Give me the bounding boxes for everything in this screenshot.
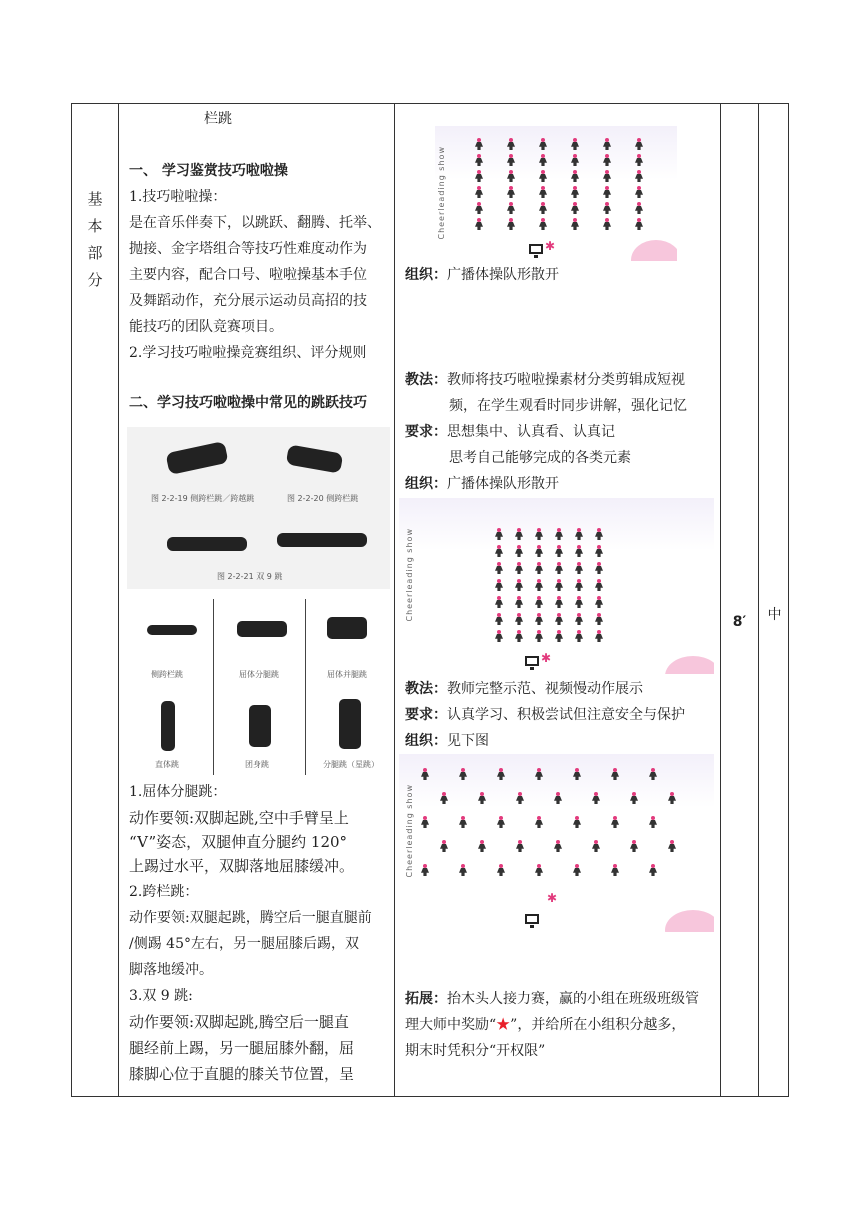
decor-circle [665, 910, 714, 932]
student-figure [421, 864, 429, 876]
student-figure [595, 579, 603, 591]
student-figure [495, 613, 503, 625]
heading-1: 一、 学习鉴赏技巧啦啦操 [129, 163, 288, 179]
jump3-line: 动作要领:双脚起跳,腾空后一腿直 [129, 1013, 349, 1031]
heading-2: 二、学习技巧啦啦操中常见的跳跃技巧 [129, 395, 367, 411]
student-figure [539, 218, 547, 230]
jump2-line: /侧踢 45°左右，另一腿屈膝后踢，双 [129, 936, 359, 952]
student-figure [649, 816, 657, 828]
student-figure [421, 816, 429, 828]
org3: 组织：见下图 [405, 733, 489, 749]
student-figure [478, 792, 486, 804]
student-figure [475, 138, 483, 150]
student-figure [507, 138, 515, 150]
jumper-figure [286, 444, 344, 473]
brand-watermark: Cheerleading show [405, 784, 414, 878]
jump1-line: 上踢过水平，双脚落地屈膝缓冲。 [129, 857, 355, 875]
student-figure [478, 840, 486, 852]
item1-line: 是在音乐伴奏下，以跳跃、翻腾、托举、 [129, 215, 381, 231]
student-figure [635, 154, 643, 166]
student-figure [575, 528, 583, 540]
teach2: 教法：教师完整示范、视频慢动作展示 [405, 681, 643, 697]
student-figure [507, 218, 515, 230]
student-figure [573, 768, 581, 780]
teacher-star-icon: ✱ [545, 239, 556, 253]
student-figure [535, 630, 543, 642]
req1: 要求：思想集中、认真看、认真记 [405, 424, 615, 440]
student-figure [571, 218, 579, 230]
student-figure [475, 186, 483, 198]
student-figure [635, 202, 643, 214]
section-label-char: 部 [87, 244, 103, 262]
item2: 2.学习技巧啦啦操竞赛组织、评分规则 [129, 345, 367, 361]
student-figure [630, 792, 638, 804]
jumper-figure [165, 441, 228, 475]
student-figure [635, 170, 643, 182]
jump3-line: 腿经前上踢，另一腿屈膝外翻，屈 [129, 1039, 355, 1057]
student-figure [573, 864, 581, 876]
student-figure [421, 768, 429, 780]
section-label-char: 分 [87, 271, 103, 289]
student-figure [575, 545, 583, 557]
section-label-char: 本 [87, 217, 103, 235]
student-figure [555, 562, 563, 574]
student-figure [459, 768, 467, 780]
jump1-title: 1.屈体分腿跳： [129, 784, 227, 800]
photo-caption: 图 2-2-20 侧跨栏跳 [287, 494, 359, 503]
monitor-icon [525, 914, 539, 924]
lesson-plan-table [71, 103, 789, 1097]
jumper-figure [277, 533, 367, 547]
student-figure [535, 596, 543, 608]
student-figure [635, 186, 643, 198]
jumper-figure [167, 537, 247, 551]
student-figure [539, 170, 547, 182]
brand-watermark: Cheerleading show [405, 528, 414, 622]
student-figure [595, 630, 603, 642]
student-figure [515, 545, 523, 557]
jumper-figure [161, 701, 175, 751]
student-figure [603, 218, 611, 230]
student-figure [495, 528, 503, 540]
teach1-cont: 频，在学生观看时同步讲解，强化记忆 [449, 398, 687, 414]
photo-caption: 屈体分腿跳 [239, 670, 279, 679]
student-figure [497, 864, 505, 876]
student-figure [603, 138, 611, 150]
intensity-value: 中 [767, 607, 782, 623]
req1-cont: 思考自己能够完成的各类元素 [449, 450, 631, 466]
top-fragment: 栏跳 [204, 111, 232, 127]
jump1-line: 动作要领:双脚起跳,空中手臂呈上 [129, 809, 349, 827]
student-figure [515, 528, 523, 540]
student-figure [611, 768, 619, 780]
student-figure [571, 186, 579, 198]
jumper-figure [237, 621, 287, 637]
ext-line3: 期末时凭积分“开权限” [405, 1043, 546, 1059]
content-cell [119, 104, 394, 1096]
jumper-figure [327, 617, 367, 639]
jump3-title: 3.双 9 跳: [129, 988, 193, 1004]
student-figure [603, 202, 611, 214]
photo-caption: 团身跳 [245, 760, 269, 769]
monitor-icon [525, 656, 539, 666]
jump2-title: 2.跨栏跳： [129, 884, 199, 900]
method-cell [395, 104, 720, 1096]
student-figure [495, 562, 503, 574]
student-figure [630, 840, 638, 852]
student-figure [475, 170, 483, 182]
student-figure [440, 792, 448, 804]
student-figure [649, 768, 657, 780]
item1-line: 及舞蹈动作，充分展示运动员高招的技 [129, 293, 367, 309]
student-figure [459, 816, 467, 828]
student-figure [515, 630, 523, 642]
student-figure [515, 562, 523, 574]
student-figure [535, 545, 543, 557]
student-figure [571, 154, 579, 166]
student-figure [507, 154, 515, 166]
student-figure [495, 545, 503, 557]
jump1-line: “V”姿态，双腿伸直分腿约 120° [129, 833, 348, 851]
section-label-cell [72, 104, 118, 1096]
red-star-icon: ★ [496, 1017, 511, 1033]
item1-line: 抛接、金字塔组合等技巧性难度动作为 [129, 241, 367, 257]
time-cell [721, 104, 758, 1096]
photo-caption: 侧跨栏跳 [151, 670, 183, 679]
student-figure [535, 864, 543, 876]
section-label-char: 基 [87, 190, 103, 208]
ext: 拓展：抬木头人接力赛，赢的小组在班级班级管 [405, 991, 699, 1007]
student-figure [535, 562, 543, 574]
formation-diagram-1 [435, 126, 677, 261]
student-figure [475, 218, 483, 230]
student-figure [575, 579, 583, 591]
jump3-line: 膝脚心位于直腿的膝关节位置，呈 [129, 1065, 355, 1083]
student-figure [515, 596, 523, 608]
formation-diagram-2 [399, 498, 714, 674]
ext-line2: 理大师中奖励“★”，并给所在小组积分越多， [405, 1017, 686, 1033]
student-figure [554, 792, 562, 804]
student-figure [535, 816, 543, 828]
student-figure [535, 768, 543, 780]
student-figure [635, 218, 643, 230]
brand-watermark: Cheerleading show [437, 146, 446, 240]
student-figure [535, 613, 543, 625]
student-figure [575, 613, 583, 625]
student-figure [507, 170, 515, 182]
student-figure [573, 816, 581, 828]
student-figure [516, 840, 524, 852]
jump-photo-sheet-2 [127, 595, 390, 781]
item1-title: 1.技巧啦啦操： [129, 189, 227, 205]
jumper-figure [249, 705, 271, 747]
item1-line: 主要内容，配合口号、啦啦操基本手位 [129, 267, 367, 283]
student-figure [571, 138, 579, 150]
time-value: 8′ [732, 614, 747, 630]
intensity-cell [759, 104, 790, 1096]
student-figure [611, 816, 619, 828]
student-figure [571, 170, 579, 182]
student-figure [539, 154, 547, 166]
student-figure [555, 613, 563, 625]
photo-caption: 屈体并腿跳 [327, 670, 367, 679]
student-figure [495, 579, 503, 591]
student-figure [595, 613, 603, 625]
photo-caption: 分腿跳（星跳） [323, 760, 379, 769]
student-figure [595, 562, 603, 574]
student-figure [649, 864, 657, 876]
student-figure [603, 170, 611, 182]
student-figure [575, 562, 583, 574]
decor-circle [665, 656, 714, 674]
student-figure [554, 840, 562, 852]
student-figure [603, 154, 611, 166]
jump2-line: 动作要领:双腿起跳，腾空后一腿直腿前 [129, 910, 372, 926]
student-figure [497, 768, 505, 780]
student-figure [459, 864, 467, 876]
student-figure [516, 792, 524, 804]
student-figure [603, 186, 611, 198]
jump2-line: 脚落地缓冲。 [129, 962, 213, 978]
student-figure [507, 202, 515, 214]
jumper-figure [147, 625, 197, 635]
student-figure [575, 630, 583, 642]
student-figure [595, 596, 603, 608]
student-figure [555, 630, 563, 642]
student-figure [595, 528, 603, 540]
student-figure [539, 202, 547, 214]
student-figure [475, 202, 483, 214]
student-figure [495, 596, 503, 608]
photo-caption: 图 2-2-19 侧跨栏跳／跨越跳 [151, 494, 255, 503]
student-figure [515, 613, 523, 625]
student-figure [611, 864, 619, 876]
item1-line: 能技巧的团队竞赛项目。 [129, 319, 283, 335]
photo-caption: 图 2-2-21 双 9 跳 [217, 572, 283, 581]
student-figure [635, 138, 643, 150]
student-figure [495, 630, 503, 642]
student-figure [535, 579, 543, 591]
jump-photo-sheet-1 [127, 427, 390, 589]
teach1: 教法：教师将技巧啦啦操素材分类剪辑成短视 [405, 372, 685, 388]
student-figure [555, 545, 563, 557]
student-figure [539, 186, 547, 198]
student-figure [539, 138, 547, 150]
student-figure [535, 528, 543, 540]
teacher-star-icon: ✱ [541, 651, 552, 665]
student-figure [555, 596, 563, 608]
teacher-star-icon: ✱ [547, 891, 558, 905]
student-figure [555, 528, 563, 540]
req2: 要求：认真学习、积极尝试但注意安全与保护 [405, 707, 685, 723]
org2: 组织：广播体操队形散开 [405, 476, 559, 492]
jumper-figure [339, 699, 361, 749]
student-figure [575, 596, 583, 608]
student-figure [497, 816, 505, 828]
student-figure [595, 545, 603, 557]
monitor-icon [529, 244, 543, 254]
photo-caption: 直体跳 [155, 760, 179, 769]
student-figure [668, 840, 676, 852]
org1: 组织：广播体操队形散开 [405, 267, 559, 283]
student-figure [592, 840, 600, 852]
student-figure [571, 202, 579, 214]
student-figure [507, 186, 515, 198]
student-figure [515, 579, 523, 591]
decor-circle [631, 240, 677, 261]
student-figure [440, 840, 448, 852]
student-figure [555, 579, 563, 591]
student-figure [592, 792, 600, 804]
student-figure [475, 154, 483, 166]
student-figure [668, 792, 676, 804]
formation-diagram-3 [399, 754, 714, 932]
